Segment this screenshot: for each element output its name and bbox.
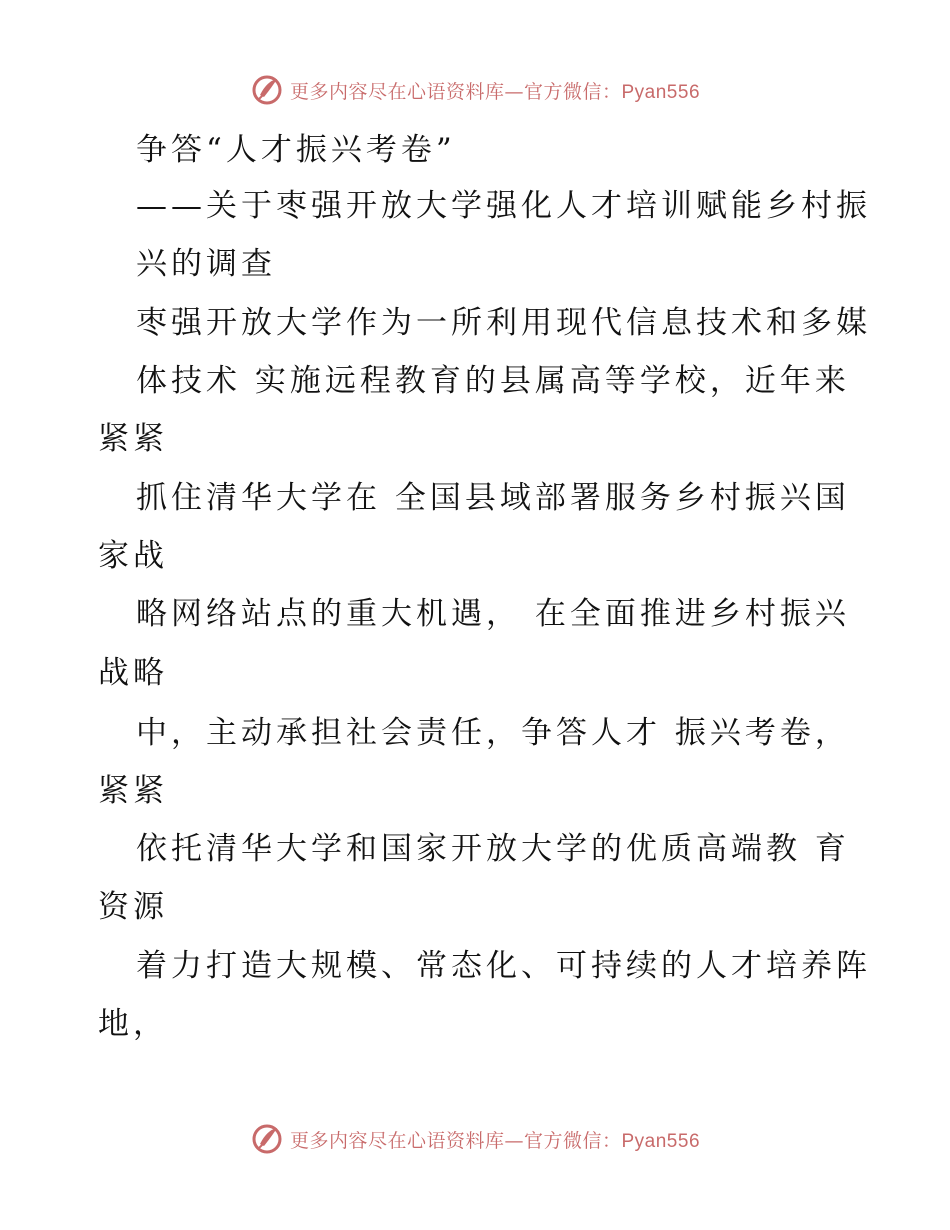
header-dash: — [504,80,524,103]
doc-paragraph-line: 紧紧 [98,421,168,457]
footer-dash: — [504,1129,524,1152]
footer-prefix: 更多内容尽在心语资料库 [289,1129,505,1152]
doc-subtitle-line-1: ——关于枣强开放大学强化人才培训赋能乡村振 [136,188,871,224]
doc-paragraph-line: 战略 [98,655,168,691]
doc-paragraph-line: 枣强开放大学作为一所利用现代信息技术和多媒 [136,305,871,341]
doc-paragraph-line: 着力打造大规模、常态化、可持续的人才培养阵 [136,948,871,984]
doc-paragraph-line: 家战 [98,538,168,574]
header-watermark [0,70,950,110]
doc-paragraph-line: 依托清华大学和国家开放大学的优质高端教 育 [136,831,850,867]
footer-wechat-id: Pyan556 [621,1130,701,1152]
header-watermark-text [290,77,700,104]
doc-paragraph-line: 抓住清华大学在 全国县域部署服务乡村振兴国 [136,480,850,516]
footer-watermark [0,1119,950,1159]
header-wechat-label: 官方微信： [523,80,622,103]
pen-logo-icon [250,1122,284,1156]
doc-title: 争答“人才振兴考卷” [136,132,456,168]
footer-wechat-label: 官方微信： [523,1129,622,1152]
doc-paragraph-line: 中，主动承担社会责任，争答人才 振兴考卷， [136,715,850,751]
doc-paragraph-line: 紧紧 [98,773,168,809]
doc-subtitle-line-2: 兴的调查 [136,246,276,282]
pen-logo-icon [250,73,284,107]
doc-paragraph-line: 略网络站点的重大机遇， 在全面推进乡村振兴 [136,596,850,632]
header-prefix: 更多内容尽在心语资料库 [289,80,505,103]
doc-paragraph-line: 地， [98,1006,168,1042]
header-wechat-id: Pyan556 [621,81,701,103]
footer-watermark-text [290,1126,700,1153]
doc-paragraph-line: 体技术 实施远程教育的县属高等学校，近年来 [136,363,850,399]
doc-paragraph-line: 资源 [98,889,168,925]
